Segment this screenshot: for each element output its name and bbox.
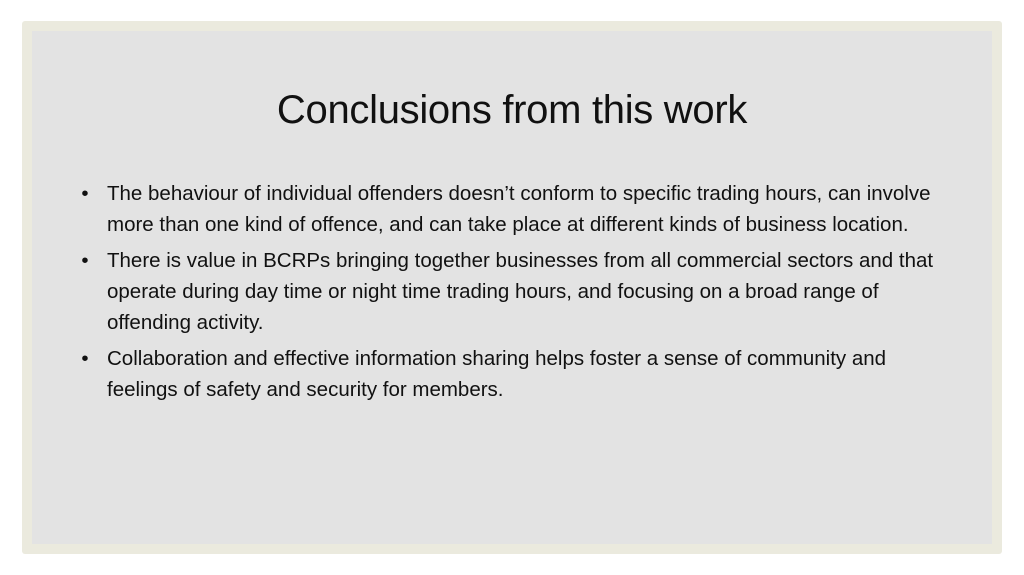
bullet-text: The behaviour of individual offenders doesn’t conform to specific trading hours, can involve more than one kind of offence, and can take place at different kinds of business location. (107, 182, 931, 236)
bullet-icon: • (81, 347, 89, 370)
bullet-text: Collaboration and effective information sharing helps foster a sense of community and feelings of safety and security for members. (107, 347, 887, 401)
bullet-item (78, 178, 958, 240)
bullet-icon: • (81, 182, 89, 205)
bullet-text: There is value in BCRPs bringing together businesses from all commercial sectors and that operate during day time or night time trading hours, and focusing on a broad range of offending activity. (107, 249, 934, 334)
bullet-icon: • (81, 249, 89, 272)
bullet-list (78, 178, 958, 410)
slide-title: Conclusions from this work (276, 88, 748, 132)
bullet-item (78, 245, 958, 338)
bullet-item (78, 343, 958, 405)
